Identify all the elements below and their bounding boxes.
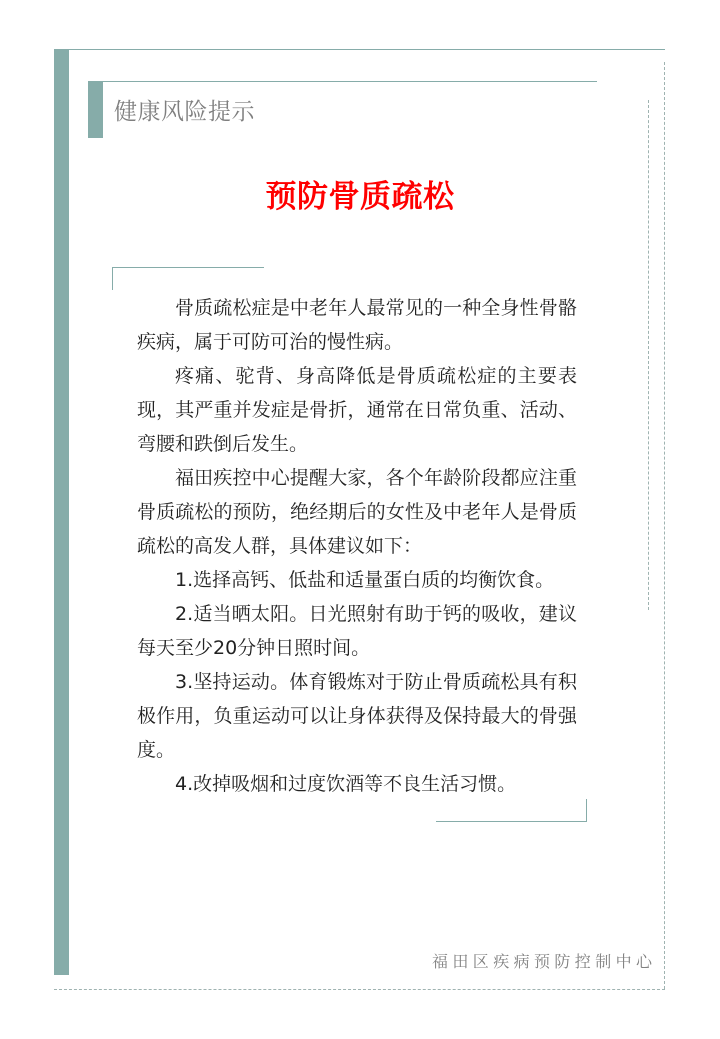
- paragraph-symptoms: 疼痛、驼背、身高降低是骨质疏松症的主要表现，其严重并发症是骨折，通常在日常负重、活动、弯腰和跌倒后发生。: [137, 365, 577, 455]
- inner-dashed-border-right: [648, 100, 649, 610]
- list-item-habits: 4.改掉吸烟和过度饮酒等不良生活习惯。: [175, 773, 517, 795]
- list-item-sunlight: 2.适当晒太阳。日光照射有助于钙的吸收，建议每天至少20分钟日照时间。: [137, 603, 577, 659]
- list-item-diet: 1.选择高钙、低盐和适量蛋白质的均衡饮食。: [175, 569, 555, 591]
- page-title: 预防骨质疏松: [265, 179, 455, 215]
- paragraph-reminder: 福田疾控中心提醒大家，各个年龄阶段都应注重骨质疏松的预防，绝经期后的女性及中老年人是骨质疏松的高发人群，具体建议如下：: [137, 467, 577, 557]
- content-bracket-bottom-right: [436, 799, 587, 822]
- content-bracket-top-left: [112, 267, 264, 290]
- list-item-exercise: 3.坚持运动。体育锻炼对于防止骨质疏松具有积极作用，负重运动可以让身体获得及保持最大的骨强度。: [137, 671, 577, 761]
- top-border-line: [54, 49, 665, 50]
- article-body: [137, 291, 577, 801]
- outer-dashed-border-bottom: [54, 989, 665, 990]
- footer-organization: 福田区疾病预防控制中心: [432, 952, 657, 971]
- heading-top-line: [88, 81, 597, 82]
- section-heading: 健康风险提示: [114, 99, 255, 125]
- paragraph-intro: 骨质疏松症是中老年人最常见的一种全身性骨骼疾病，属于可防可治的慢性病。: [137, 297, 577, 353]
- heading-accent-bar: [88, 81, 103, 138]
